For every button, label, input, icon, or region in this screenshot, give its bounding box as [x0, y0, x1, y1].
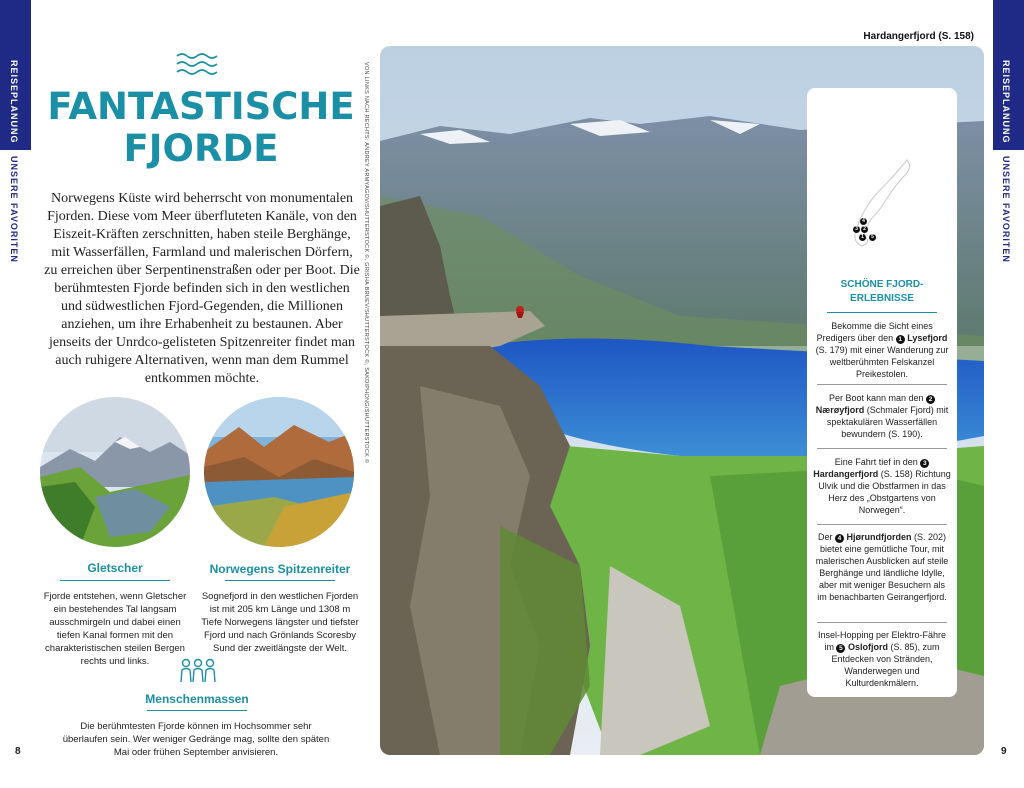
people-icon	[180, 658, 216, 686]
experience-item	[813, 320, 951, 380]
number-badge: 4	[835, 534, 844, 543]
experience-item	[813, 456, 951, 516]
divider	[817, 384, 947, 385]
page-number-right: 9	[1001, 746, 1007, 757]
map-marker-4: 4	[860, 218, 867, 225]
item-text-after: (S. 85), zum Entdecken von Stränden, Wanderwegen und Kulturdenkmälern.	[831, 642, 940, 688]
fjord-name: Oslofjord	[848, 642, 888, 652]
item-text-after: (S. 202) bietet eine gemütliche Tour, mit malerischen Ausblicken auf steile Berghänge und ländliche Idylle, aber mit weniger Besuchern als im benachbarten Geirangerfjord.	[815, 532, 949, 602]
photo-caption: Hardangerfjord (S. 158)	[863, 31, 974, 42]
item-text-before: Der	[817, 532, 833, 542]
item-text-before: Bekomme die Sicht eines Predigers über den	[816, 321, 933, 343]
fjord-experiences-box	[807, 88, 957, 697]
feature-heading-crowds: Menschenmassen	[145, 692, 249, 706]
fjord-name: Lysefjord	[907, 333, 948, 343]
feature-text-top: Sognefjord in den westlichen Fjorden ist mit 205 km Länge und 1308 m Tiefe Norwegens längster und tiefster Fjord und nach Grönlands Scoresby Sund der zweitlängste der Welt.	[201, 591, 359, 654]
map-marker-5: 5	[869, 234, 876, 241]
feature-heading-top: Norwegens Spitzenreiter	[209, 562, 351, 576]
section-label-right: REISEPLANUNG	[1001, 60, 1011, 144]
item-text-before: Eine Fahrt tief in den	[834, 457, 918, 467]
number-badge: 2	[926, 395, 935, 404]
section-sublabel-left: UNSERE FAVORITEN	[9, 156, 19, 263]
intro-paragraph: Norwegens Küste wird beherrscht von monumentalen Fjorden. Diese vom Meer überfluteten Kanäle, von den Eiszeit-Kräften zerschnitten, haben steile Berghänge, mit Wasserfällen, Farmland und malerischen Dörfern, zu erreichen über Serpentinenstraßen oder per Boot. Die berühmtesten Fjorde befinden sich in den westlichen und südwestlichen Fjord-Gegenden, die Millionen anziehen, um ihre Erhabenheit zu bestaunen. Aber jenseits der Unrdco-gelisteten Spitzenreiter findet man auch ruhigere Alternativen, wenn man dem Rummel entkommen möchte.	[44, 191, 360, 386]
title-line-1: FANTASTISCHE	[47, 85, 355, 128]
photo-credit: VON LINKS NACH RECHTS: ANDREY ARMYAGOV/SHUTTERSTOCK ©, GRISHA BRUEV/SHUTTERSTOCK ©, SAKDIPHONG/SHUTTERSTOCK ©	[363, 62, 369, 464]
page-title	[36, 86, 366, 170]
divider	[60, 580, 170, 581]
feature-heading-glacier: Gletscher	[87, 561, 143, 575]
norway-map	[842, 158, 922, 248]
title-line-2: FJORDE	[123, 127, 279, 170]
box-title-line-1: SCHÖNE FJORD-	[840, 279, 924, 290]
divider	[817, 622, 947, 623]
box-title-line-2: ERLEBNISSE	[850, 293, 914, 304]
box-title	[807, 278, 957, 306]
divider	[817, 524, 947, 525]
map-marker-1: 1	[859, 234, 866, 241]
waves-icon	[176, 51, 218, 77]
fjord-name: Hardangerfjord	[813, 469, 879, 479]
divider	[225, 580, 335, 581]
item-text-before: Insel-Hopping per Elektro-Fähre im	[817, 630, 947, 652]
number-badge: 5	[836, 644, 845, 653]
fjord-name: Nærøyfjord	[815, 405, 865, 415]
feature-text-crowds: Die berühmtesten Fjorde können im Hochsommer sehr überlaufen sein. Wer weniger Gedränge mag, sollte den späten Mai oder frühen September anvisieren.	[62, 721, 330, 758]
item-text-after: (S. 179) mit einer Wanderung zur weltberühmten Felskanzel Preikestolen.	[815, 345, 949, 379]
experience-item	[813, 629, 951, 689]
item-text-after: (S. 158) Richtung Ulvik und die Obstfarmen in das Herz des „Obstgartens von Norwegen“.	[818, 469, 951, 515]
item-text-after: (Schmaler Fjord) mit spektakulären Wasserfällen bewundern (S. 190).	[826, 405, 949, 439]
divider	[817, 448, 947, 449]
experience-item	[813, 531, 951, 603]
divider	[147, 710, 247, 711]
glacier-photo	[40, 397, 190, 547]
fjord-name: Hjørundfjorden	[846, 532, 912, 542]
map-marker-2: 2	[861, 226, 868, 233]
item-text-before: Per Boot kann man den	[828, 393, 924, 403]
divider	[827, 312, 937, 313]
section-sublabel-right: UNSERE FAVORITEN	[1001, 156, 1011, 263]
map-marker-3: 3	[853, 226, 860, 233]
sognefjord-photo	[204, 397, 354, 547]
experience-item	[813, 392, 951, 440]
section-label-left: REISEPLANUNG	[9, 60, 19, 144]
number-badge: 3	[920, 459, 929, 468]
page-number-left: 8	[15, 746, 21, 757]
number-badge: 1	[896, 335, 905, 344]
feature-text-glacier: Fjorde entstehen, wenn Gletscher ein bestehendes Tal langsam ausschmirgeln und dabei einen tiefen Kanal formen mit den charakteristischen steilen Bergen rechts und links.	[43, 591, 187, 667]
